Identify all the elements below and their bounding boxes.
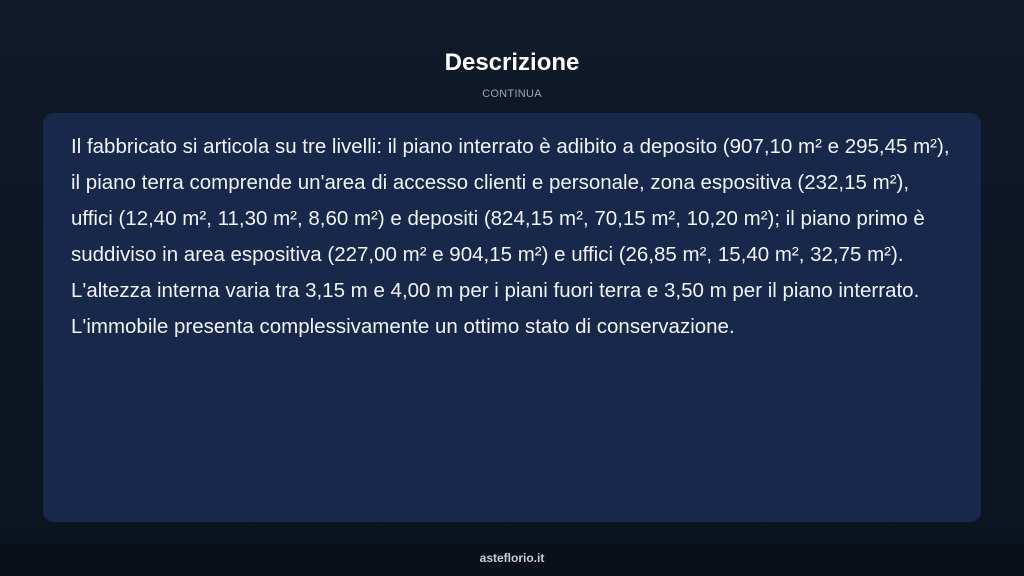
continue-link[interactable]: CONTINUA bbox=[482, 88, 542, 100]
description-card bbox=[43, 113, 981, 522]
page-title: Descrizione bbox=[444, 49, 580, 76]
header bbox=[0, 48, 1024, 102]
description-text: Il fabbricato si articola su tre livelli: il piano interrato è adibito a deposito (907,10 m² e 295,45 m²), il piano terra comprende un'area di accesso clienti e personale, zona espositiva (232,15 m²), uffici (12,40 m², 11,30 m², 8,60 m²) e depositi (824,15 m², 70,15 m², 10,20 m²); il piano primo è suddiviso in area espositiva (227,00 m² e 904,15 m²) e uffici (26,85 m², 15,40 m², 32,75 m²). L'altezza interna varia tra 3,15 m e 4,00 m per i piani fuori terra e 3,50 m per il piano interrato. L'immobile presenta complessivamente un ottimo stato di conservazione. bbox=[71, 135, 950, 338]
footer bbox=[0, 543, 1024, 576]
footer-brand: asteflorio.it bbox=[479, 551, 545, 565]
